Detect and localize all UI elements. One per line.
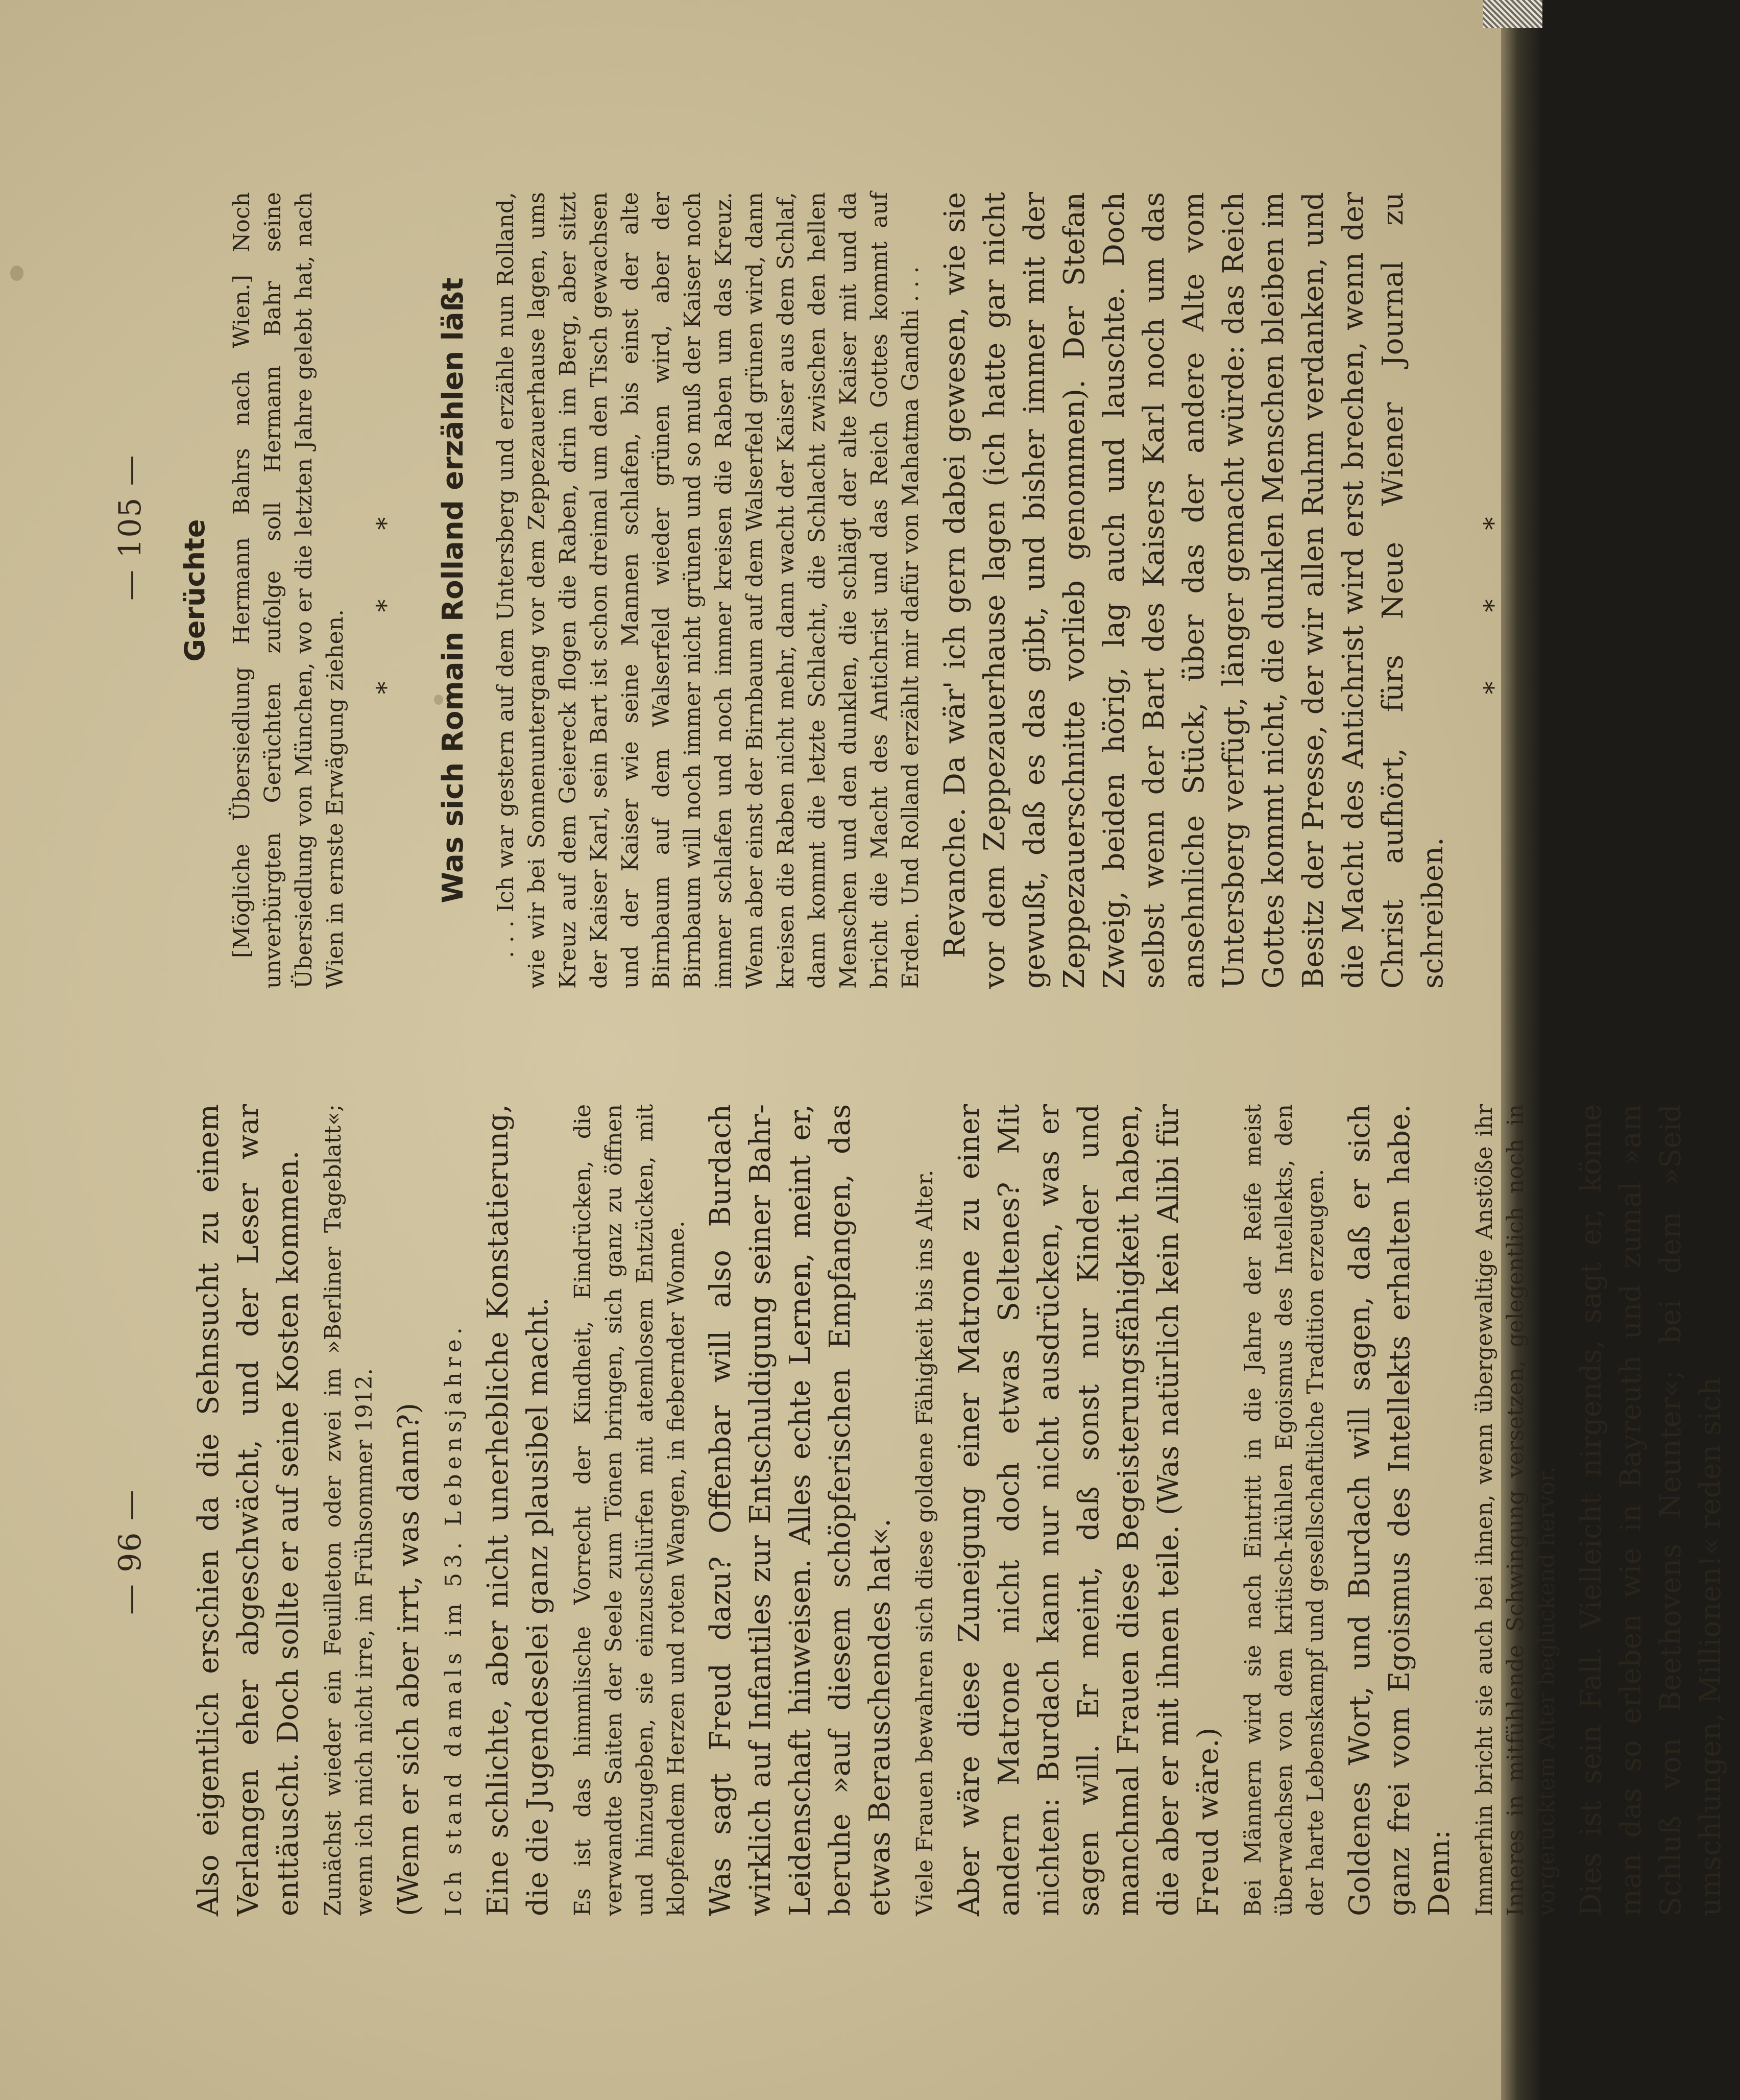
- right-page: [0, 0, 1511, 1050]
- paragraph: Goldenes Wort, und Burdach will sagen, daß er sich ganz frei vom Egoismus des Intellekts erhalten habe. Denn:: [1343, 1104, 1456, 1916]
- section-title-geruechte: Gerüchte: [179, 519, 211, 662]
- page-number-right: — 105 —: [112, 454, 148, 601]
- paragraph: (Wenn er sich aber irrt, was dann?): [392, 1402, 425, 1916]
- paragraph: Eine schlichte, aber nicht unerhebliche Konstatierung, die die Jugendeselei ganz plausibel macht.: [481, 1104, 554, 1916]
- quote: . . . Ich war gestern auf dem Untersberg und erzähle nun Rolland, wie wir bei Sonnenuntergang vor dem Zeppezauerhause lagen, ums Kreuz auf dem Geiereck flogen die Raben, drin im Berg, aber sitzt der Kaiser Karl, sein Bart ist schon dreimal um den Tisch gewachsen und der Kaiser wie seine Mannen schlafen, bis einst der alte Birnbaum auf dem Walserfeld wieder grünen wird, aber der Birnbaum will noch immer nicht grünen und so muß der Kaiser noch immer schlafen und noch immer kreisen die Raben um das Kreuz. Wenn aber einst der Birnbaum auf dem Walserfeld grünen wird, dann kreisen die Raben nicht mehr, dann wacht der Kaiser aus dem Schlaf, dann kommt die letzte Schlacht, die Schlacht zwischen den hellen Menschen und den dunklen, die schlägt der alte Kaiser mit und da bricht die Macht des Antichrist und das Reich Gottes kommt auf Erden. Und Rolland erzählt mir dafür von Mahatma Gandhi . . .: [493, 192, 924, 989]
- paragraph: Aber wäre diese Zuneigung einer Matrone zu einer andern Matrone nicht doch etwas Seltenes? Mit nichten: Burdach kann nur nicht ausdrücken, was er sagen will. Er meint, daß sonst nur Kinder und manchmal Frauen diese Begeisterungsfähigkeit haben, die aber er mit ihnen teile. (Was natürlich kein Alibi für Freud wäre.): [953, 1104, 1225, 1916]
- quote: Es ist das himmlische Vorrecht der Kindheit, Eindrücken, die verwandte Saiten der Seele zum Tönen bringen, sich ganz zu öffnen und hinzugeben, sie einzuschlürfen mit atemlosem Entzücken, mit klopfendem Herzen und roten Wangen, in fiebernder Wonne.: [570, 1104, 689, 1916]
- quote: Ich stand damals im 53. Lebensjahre.: [441, 1323, 467, 1916]
- quote: Zunächst wieder ein Feuilleton oder zwei im »Berliner Tageblatt«; wenn ich mich nicht irre, im Frühsommer 1912.: [320, 1104, 377, 1916]
- right-page-text: [179, 192, 1508, 989]
- quote: Bei Männern wird sie nach Eintritt in die Jahre der Reife meist überwachsen von dem kritisch-kühlen Egoismus des Intellekts, den der harte Lebenskampf und gesellschaftliche Tradition erzeugen.: [1240, 1104, 1328, 1916]
- section-title-rolland: Was sich Romain Rolland erzählen läßt: [437, 277, 470, 903]
- quote: Viele Frauen bewahren sich diese goldene Fähigkeit bis ins Alter.: [912, 1170, 938, 1916]
- section-divider: * * *: [1479, 486, 1508, 695]
- page-number-left: — 96 —: [112, 1489, 148, 1615]
- paragraph: Also eigentlich erschien da die Sehnsucht zu einem Verlangen eher abgeschwächt, und der Leser war enttäuscht. Doch sollte er auf seine Kosten kommen.: [192, 1104, 305, 1916]
- left-page-text: [189, 1104, 1740, 1916]
- news-item: [Mögliche Übersiedlung Hermann Bahrs nach Wien.] Noch unverbürgten Gerüchten zufolge soll Hermann Bahr seine Übersiedlung von München, wo er die letzten Jahre gelebt hat, nach Wien in ernste Erwägung ziehen.: [229, 192, 348, 989]
- left-page: [0, 1050, 1727, 2100]
- quote: Immerhin bricht sie auch bei ihnen, wenn übergewaltige Anstöße ihr Inneres in mitfühlende Schwingung versetzen, gelegentlich noch in vorgerücktem Alter beglückend hervor.: [1471, 1104, 1560, 1916]
- section-divider: * * *: [371, 486, 401, 695]
- paragraph: Dies ist sein Fall. Vielleicht nirgends, sagt er, könne man das so erleben wie in Bayreuth und zumal »am Schluß von Beethovens Neunter«; bei dem »Seid umschlungen, Millionen!« reden sich: [1575, 1104, 1727, 1916]
- paragraph: Revanche. Da wär' ich gern dabei gewesen, wie sie vor dem Zeppezauerhause lagen (ich hatte gar nicht gewußt, daß es das gibt, und bisher immer mit der Zeppezauerschnitte vorlieb genommen). Der Stefan Zweig, beiden hörig, lag auch und lauschte. Doch selbst wenn der Bart des Kaisers Karl noch um das ansehnliche Stück, über das der andere Alte vom Untersberg verfügt, länger gemacht würde: das Reich Gottes kommt nicht, die dunklen Menschen bleiben im Besitz der Presse, der wir allen Ruhm verdanken, und die Macht des Antichrist wird erst brechen, wenn der Christ aufhört, fürs Neue Wiener Journal zu schreiben.: [938, 192, 1449, 989]
- paragraph: Was sagt Freud dazu? Offenbar will also Burdach wirklich auf Infantiles zur Entschuldigung seiner Bahr-Leidenschaft hinweisen. Alles echte Lernen, meint er, beruhe »auf diesem schöpferischen Empfangen, das etwas Berauschendes hat«.: [704, 1104, 897, 1916]
